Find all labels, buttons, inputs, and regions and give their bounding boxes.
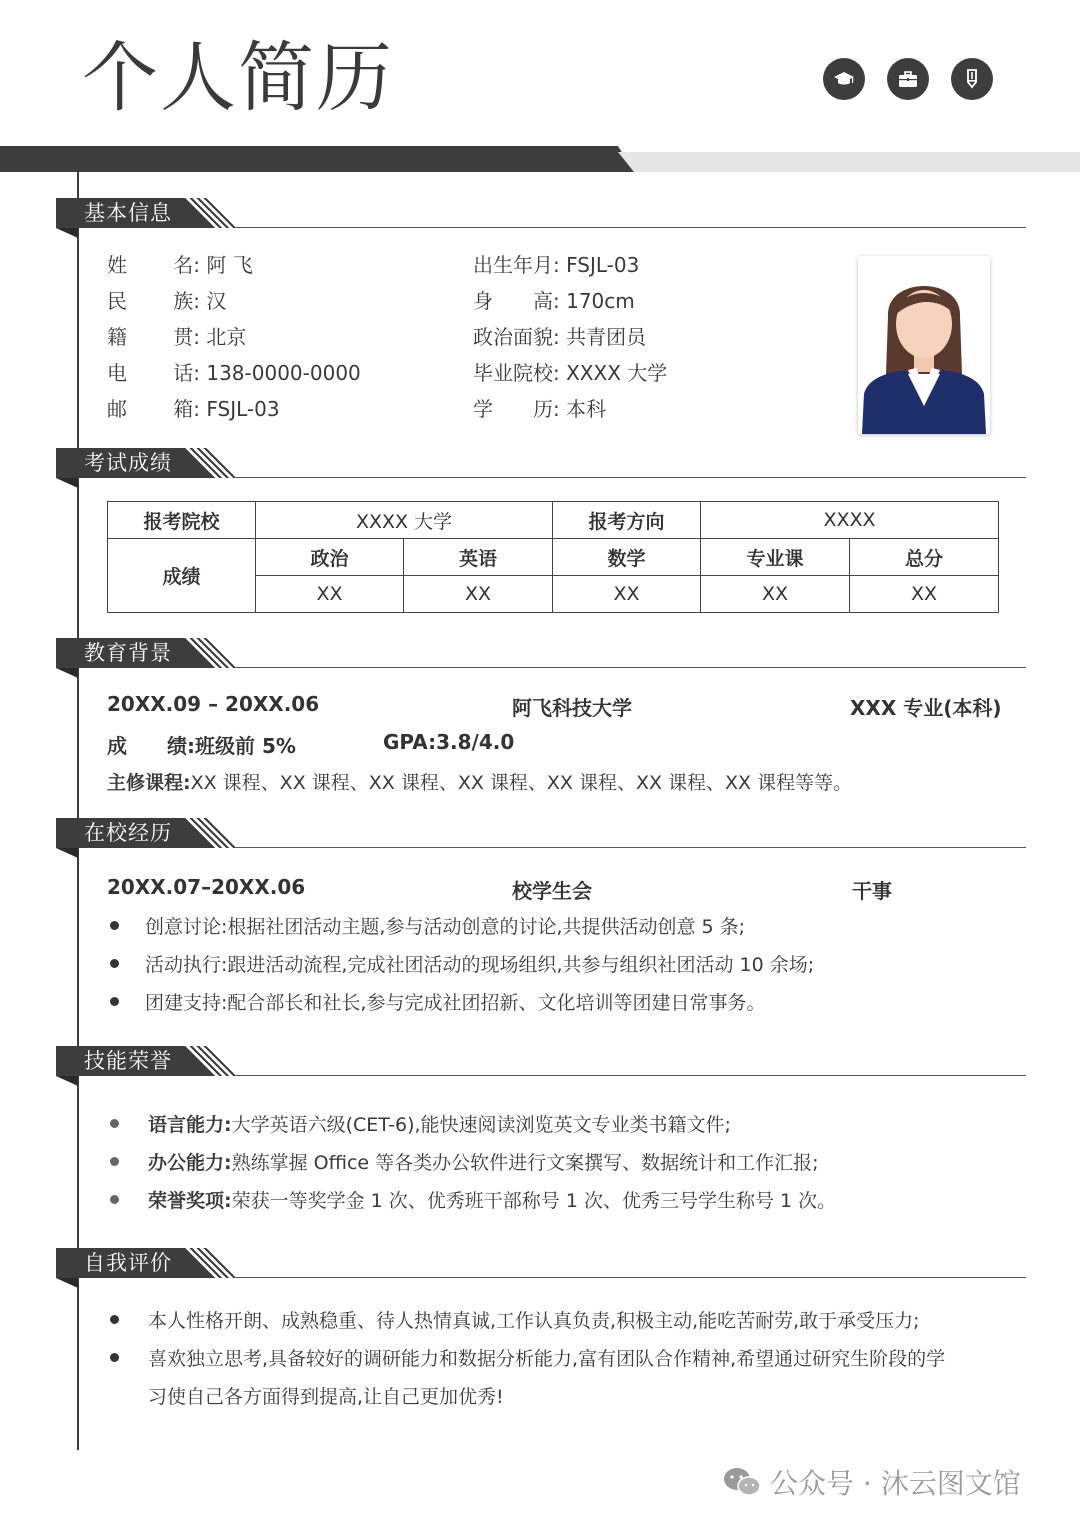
list-item: 活动执行:跟进活动流程,完成社团活动的现场组织,共参与组织社团活动 10 余场;: [145, 954, 815, 976]
info-ethnicity: 民 族: 汉: [107, 289, 227, 313]
basic-info-right: [473, 250, 667, 424]
education-major: XXX 专业(本科): [850, 696, 1002, 720]
section-header-self-eval: [56, 1248, 1026, 1288]
info-hometown: 籍 贯: 北京: [107, 325, 247, 349]
table-cell: 数学: [553, 539, 701, 576]
wechat-icon: [722, 1465, 762, 1499]
education-courses: 主修课程:XX 课程、XX 课程、XX 课程、XX 课程、XX 课程、XX 课程、XX 课程等等。: [107, 772, 853, 794]
table-cell: 英语: [404, 539, 553, 576]
education-gpa: GPA:3.8/4.0: [383, 730, 515, 754]
campus-period: 20XX.07–20XX.06: [107, 875, 306, 899]
campus-role: 干事: [852, 879, 892, 903]
bullet-icon: [110, 997, 119, 1006]
list-item: 荣誉奖项:荣获一等奖学金 1 次、优秀班干部称号 1 次、优秀三号学生称号 1 次。: [148, 1190, 837, 1212]
page-title: 个人简历: [82, 33, 394, 122]
basic-info-left: [107, 250, 361, 424]
table-cell: 总分: [850, 539, 999, 576]
list-item: 喜欢独立思考,具备较好的调研能力和数据分析能力,富有团队合作精神,希望通过研究生阶段的学: [148, 1348, 946, 1370]
table-row: [108, 502, 999, 539]
graduation-cap-icon: [823, 58, 865, 100]
bullet-icon: [110, 921, 119, 930]
list-item: 团建支持:配合部长和社长,参与完成社团招新、文化培训等团建日常事务。: [145, 992, 766, 1014]
table-cell: XX: [850, 576, 999, 613]
list-item: 语言能力:大学英语六级(CET-6),能快速阅读浏览英文专业类书籍文件;: [148, 1114, 731, 1136]
info-politics: 政治面貌: 共青团员: [473, 325, 647, 349]
table-cell: 专业课: [701, 539, 850, 576]
education-grade: 成 绩:班级前 5%: [107, 734, 296, 758]
table-row: [108, 539, 999, 576]
table-cell: XX: [701, 576, 850, 613]
bullet-icon: [110, 1195, 119, 1204]
info-email: 邮 箱: FSJL-03: [107, 397, 280, 421]
campus-org: 校学生会: [512, 879, 592, 903]
avatar: [858, 256, 990, 434]
info-birth: 出生年月: FSJL-03: [473, 253, 640, 277]
section-header-education: [56, 638, 1026, 678]
section-title: 在校经历: [84, 821, 172, 845]
table-cell: 政治: [256, 539, 404, 576]
info-degree: 学 历: 本科: [473, 397, 607, 421]
info-name: 姓 名: 阿 飞: [107, 253, 253, 277]
education-period: 20XX.09 – 20XX.06: [107, 692, 320, 716]
list-item: 创意讨论:根据社团活动主题,参与活动创意的讨论,共提供活动创意 5 条;: [145, 916, 746, 938]
pen-icon: [951, 58, 993, 100]
table-cell: XX: [256, 576, 404, 613]
info-height: 身 高: 170cm: [473, 289, 635, 313]
table-cell: 成绩: [108, 539, 256, 613]
section-title: 技能荣誉: [84, 1049, 172, 1073]
section-title: 教育背景: [84, 641, 172, 665]
table-cell: XX: [553, 576, 701, 613]
bullet-icon: [110, 959, 119, 968]
info-phone: 电 话: 138-0000-0000: [107, 361, 361, 385]
watermark: 公众号 · 沐云图文馆: [722, 1462, 1021, 1502]
table-cell: 报考方向: [553, 502, 701, 539]
header-band-dark: [0, 146, 634, 172]
section-header-skills: [56, 1046, 1026, 1086]
table-cell: XXXX: [701, 502, 999, 539]
list-item: 本人性格开朗、成熟稳重、待人热情真诚,工作认真负责,积极主动,能吃苦耐劳,敢于承受压力;: [148, 1310, 920, 1332]
education-school: 阿飞科技大学: [512, 696, 632, 720]
briefcase-icon: [887, 58, 929, 100]
section-header-basic-info: [56, 198, 1026, 238]
bullet-icon: [110, 1157, 119, 1166]
section-title: 基本信息: [84, 201, 172, 225]
bullet-icon: [110, 1353, 119, 1362]
list-item: 办公能力:熟练掌握 Office 等各类办公软件进行文案撰写、数据统计和工作汇报;: [148, 1152, 819, 1174]
bullet-icon: [110, 1315, 119, 1324]
table-cell: XX: [404, 576, 553, 613]
section-header-exam: [56, 448, 1026, 488]
bullet-icon: [110, 1119, 119, 1128]
section-header-campus: [56, 818, 1026, 858]
list-item-continued: 习使自己各方面得到提高,让自己更加优秀!: [148, 1386, 504, 1408]
exam-table: [107, 501, 999, 613]
table-cell: XXXX 大学: [256, 502, 553, 539]
section-title: 考试成绩: [84, 451, 172, 475]
header-band-light: [618, 152, 1080, 172]
section-title: 自我评价: [84, 1251, 172, 1275]
info-school: 毕业院校: XXXX 大学: [473, 361, 668, 385]
table-cell: 报考院校: [108, 502, 256, 539]
